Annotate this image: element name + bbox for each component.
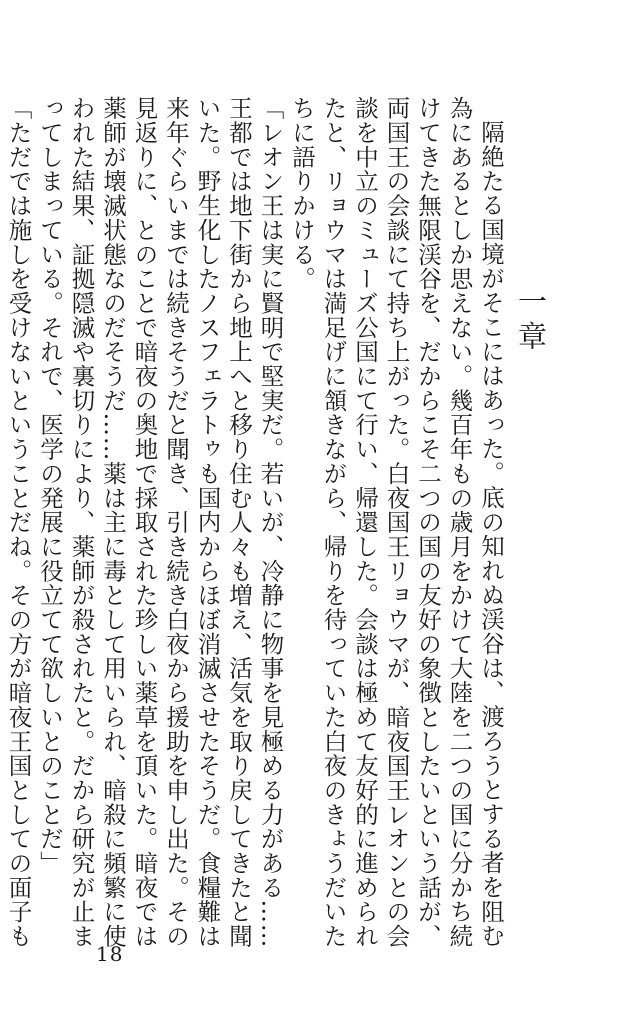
- dialogue-line: 「ただでは施しを受けないということだね。その方が暗夜王国としての面子も: [4, 96, 33, 949]
- dialogue-line: 「レオン王は実に賢明で堅実だ。若いが、冷静に物事を見極める力がある……王都では地下街から地上へと移り住む人々も増え、活気を取り戻してきたと聞いた。野生化したノスフェラトゥも国内からほぼ消滅させたそうだ。食糧難は来年ぐらいまでは続きそうだと聞き、引き続き白夜から援助を申し出た。その見返りに、とのことで暗夜の奥地で採取された珍しい薬草を頂いた。暗夜では薬師が壊滅状態なのだそうだ……薬は主に毒として用いられ、暗殺に頻繁に使われた結果、証拠隠滅や裏切りにより、薬師が殺されたと。だから研究が止まってしまっている。それで、医学の発展に役立てて欲しいとのことだ」: [36, 96, 285, 949]
- paragraph: 隔絶たる国境がそこにはあった。底の知れぬ渓谷は、渡ろうとする者を阻む為にあるとしか思えない。幾百年もの歳月をかけて大陸を二つの国に分かち続けてきた無限渓谷を、だからこそ二つの国の友好の象徴としたいという話が、両国王の会談にて持ち上がった。白夜国王リョウマが、暗夜国王レオンとの会談を中立のミューズ公国にて行い、帰還した。会談は極めて友好的に進められたと、リョウマは満足げに頷きながら、帰りを待っていた白夜のきょうだいたちに語りかける。: [288, 96, 505, 949]
- chapter-title: 一章: [514, 286, 548, 356]
- body-text: [0, 96, 506, 956]
- page-number: 18: [96, 942, 124, 966]
